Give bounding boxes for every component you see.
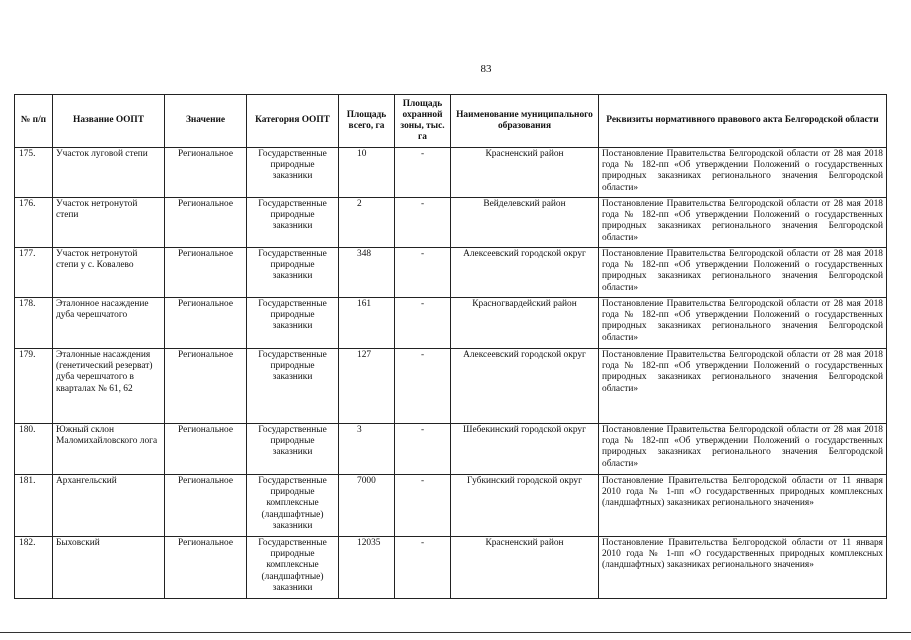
buffer-area: -	[395, 298, 451, 349]
table-row	[15, 424, 887, 475]
header-num: № п/п	[15, 95, 53, 148]
area-name: Участок луговой степи	[53, 148, 165, 198]
total-area: 7000	[339, 475, 395, 537]
table-row	[15, 148, 887, 198]
total-area: 2	[339, 198, 395, 248]
row-number: 178.	[15, 298, 53, 349]
significance: Региональное	[165, 148, 247, 198]
row-number: 182.	[15, 537, 53, 599]
header-act: Реквизиты нормативного правового акта Белгородской области	[599, 95, 887, 148]
row-number: 179.	[15, 349, 53, 424]
header-buffer: Площадь охранной зоны, тыс. га	[395, 95, 451, 148]
legal-act: Постановление Правительства Белгородской области от 28 мая 2018 года № 182-пп «Об утверждении Положений о государственных природных заказниках регионального значения Белгородской области»	[599, 248, 887, 298]
legal-act: Постановление Правительства Белгородской области от 28 мая 2018 года № 182-пп «Об утверждении Положений о государственных природных заказниках регионального значения Белгородской области»	[599, 424, 887, 475]
category: Государственные природные комплексные (ландшафтные) заказники	[247, 537, 339, 599]
legal-act: Постановление Правительства Белгородской области от 28 мая 2018 года № 182-пп «Об утверждении Положений о государственных природных заказниках регионального значения Белгородской области»	[599, 148, 887, 198]
row-number: 180.	[15, 424, 53, 475]
category: Государственные природные заказники	[247, 424, 339, 475]
significance: Региональное	[165, 424, 247, 475]
buffer-area: -	[395, 198, 451, 248]
significance: Региональное	[165, 349, 247, 424]
table-row	[15, 537, 887, 599]
significance: Региональное	[165, 298, 247, 349]
area-name: Эталонное насаждение дуба черешчатого	[53, 298, 165, 349]
category: Государственные природные заказники	[247, 248, 339, 298]
row-number: 181.	[15, 475, 53, 537]
category: Государственные природные заказники	[247, 298, 339, 349]
table-row	[15, 198, 887, 248]
legal-act: Постановление Правительства Белгородской области от 11 января 2010 года № 1-пп «О государственных природных комплексных (ландшафтных) заказниках регионального значения»	[599, 537, 887, 599]
total-area: 12035	[339, 537, 395, 599]
category: Государственные природные комплексные (ландшафтные) заказники	[247, 475, 339, 537]
municipality: Красногвардейский район	[451, 298, 599, 349]
municipality: Шебекинский городской округ	[451, 424, 599, 475]
table-row	[15, 298, 887, 349]
total-area: 3	[339, 424, 395, 475]
area-name: Архангельский	[53, 475, 165, 537]
protected-areas-table	[14, 94, 887, 599]
row-number: 177.	[15, 248, 53, 298]
area-name: Быховский	[53, 537, 165, 599]
municipality: Алексеевский городской округ	[451, 349, 599, 424]
municipality: Вейделевский район	[451, 198, 599, 248]
header-name: Название ООПТ	[53, 95, 165, 148]
municipality: Красненский район	[451, 537, 599, 599]
total-area: 161	[339, 298, 395, 349]
header-significance: Значение	[165, 95, 247, 148]
legal-act: Постановление Правительства Белгородской области от 11 января 2010 года № 1-пп «О государственных природных комплексных (ландшафтных) заказниках регионального значения»	[599, 475, 887, 537]
significance: Региональное	[165, 537, 247, 599]
buffer-area: -	[395, 349, 451, 424]
total-area: 348	[339, 248, 395, 298]
area-name: Эталонные насаждения (генетический резерват) дуба черешчатого в кварталах № 61, 62	[53, 349, 165, 424]
header-municipality: Наименование муниципального образования	[451, 95, 599, 148]
total-area: 10	[339, 148, 395, 198]
category: Государственные природные заказники	[247, 148, 339, 198]
municipality: Губкинский городской округ	[451, 475, 599, 537]
header-area: Площадь всего, га	[339, 95, 395, 148]
category: Государственные природные заказники	[247, 198, 339, 248]
page-bottom-rule	[0, 632, 911, 633]
legal-act: Постановление Правительства Белгородской области от 28 мая 2018 года № 182-пп «Об утверждении Положений о государственных природных заказниках регионального значения Белгородской области»	[599, 349, 887, 424]
header-category: Категория ООПТ	[247, 95, 339, 148]
area-name: Участок нетронутой степи у с. Ковалево	[53, 248, 165, 298]
buffer-area: -	[395, 537, 451, 599]
total-area: 127	[339, 349, 395, 424]
buffer-area: -	[395, 424, 451, 475]
significance: Региональное	[165, 198, 247, 248]
area-name: Южный склон Маломихайловского лога	[53, 424, 165, 475]
category: Государственные природные заказники	[247, 349, 339, 424]
table-header-row	[15, 95, 887, 148]
page-number: 83	[480, 63, 492, 75]
buffer-area: -	[395, 248, 451, 298]
municipality: Красненский район	[451, 148, 599, 198]
row-number: 175.	[15, 148, 53, 198]
table-row	[15, 349, 887, 424]
legal-act: Постановление Правительства Белгородской области от 28 мая 2018 года № 182-пп «Об утверждении Положений о государственных природных заказниках регионального значения Белгородской области»	[599, 298, 887, 349]
table-row	[15, 248, 887, 298]
buffer-area: -	[395, 475, 451, 537]
buffer-area: -	[395, 148, 451, 198]
row-number: 176.	[15, 198, 53, 248]
municipality: Алексеевский городской округ	[451, 248, 599, 298]
legal-act: Постановление Правительства Белгородской области от 28 мая 2018 года № 182-пп «Об утверждении Положений о государственных природных заказниках регионального значения Белгородской области»	[599, 198, 887, 248]
table-row	[15, 475, 887, 537]
significance: Региональное	[165, 475, 247, 537]
area-name: Участок нетронутой степи	[53, 198, 165, 248]
significance: Региональное	[165, 248, 247, 298]
